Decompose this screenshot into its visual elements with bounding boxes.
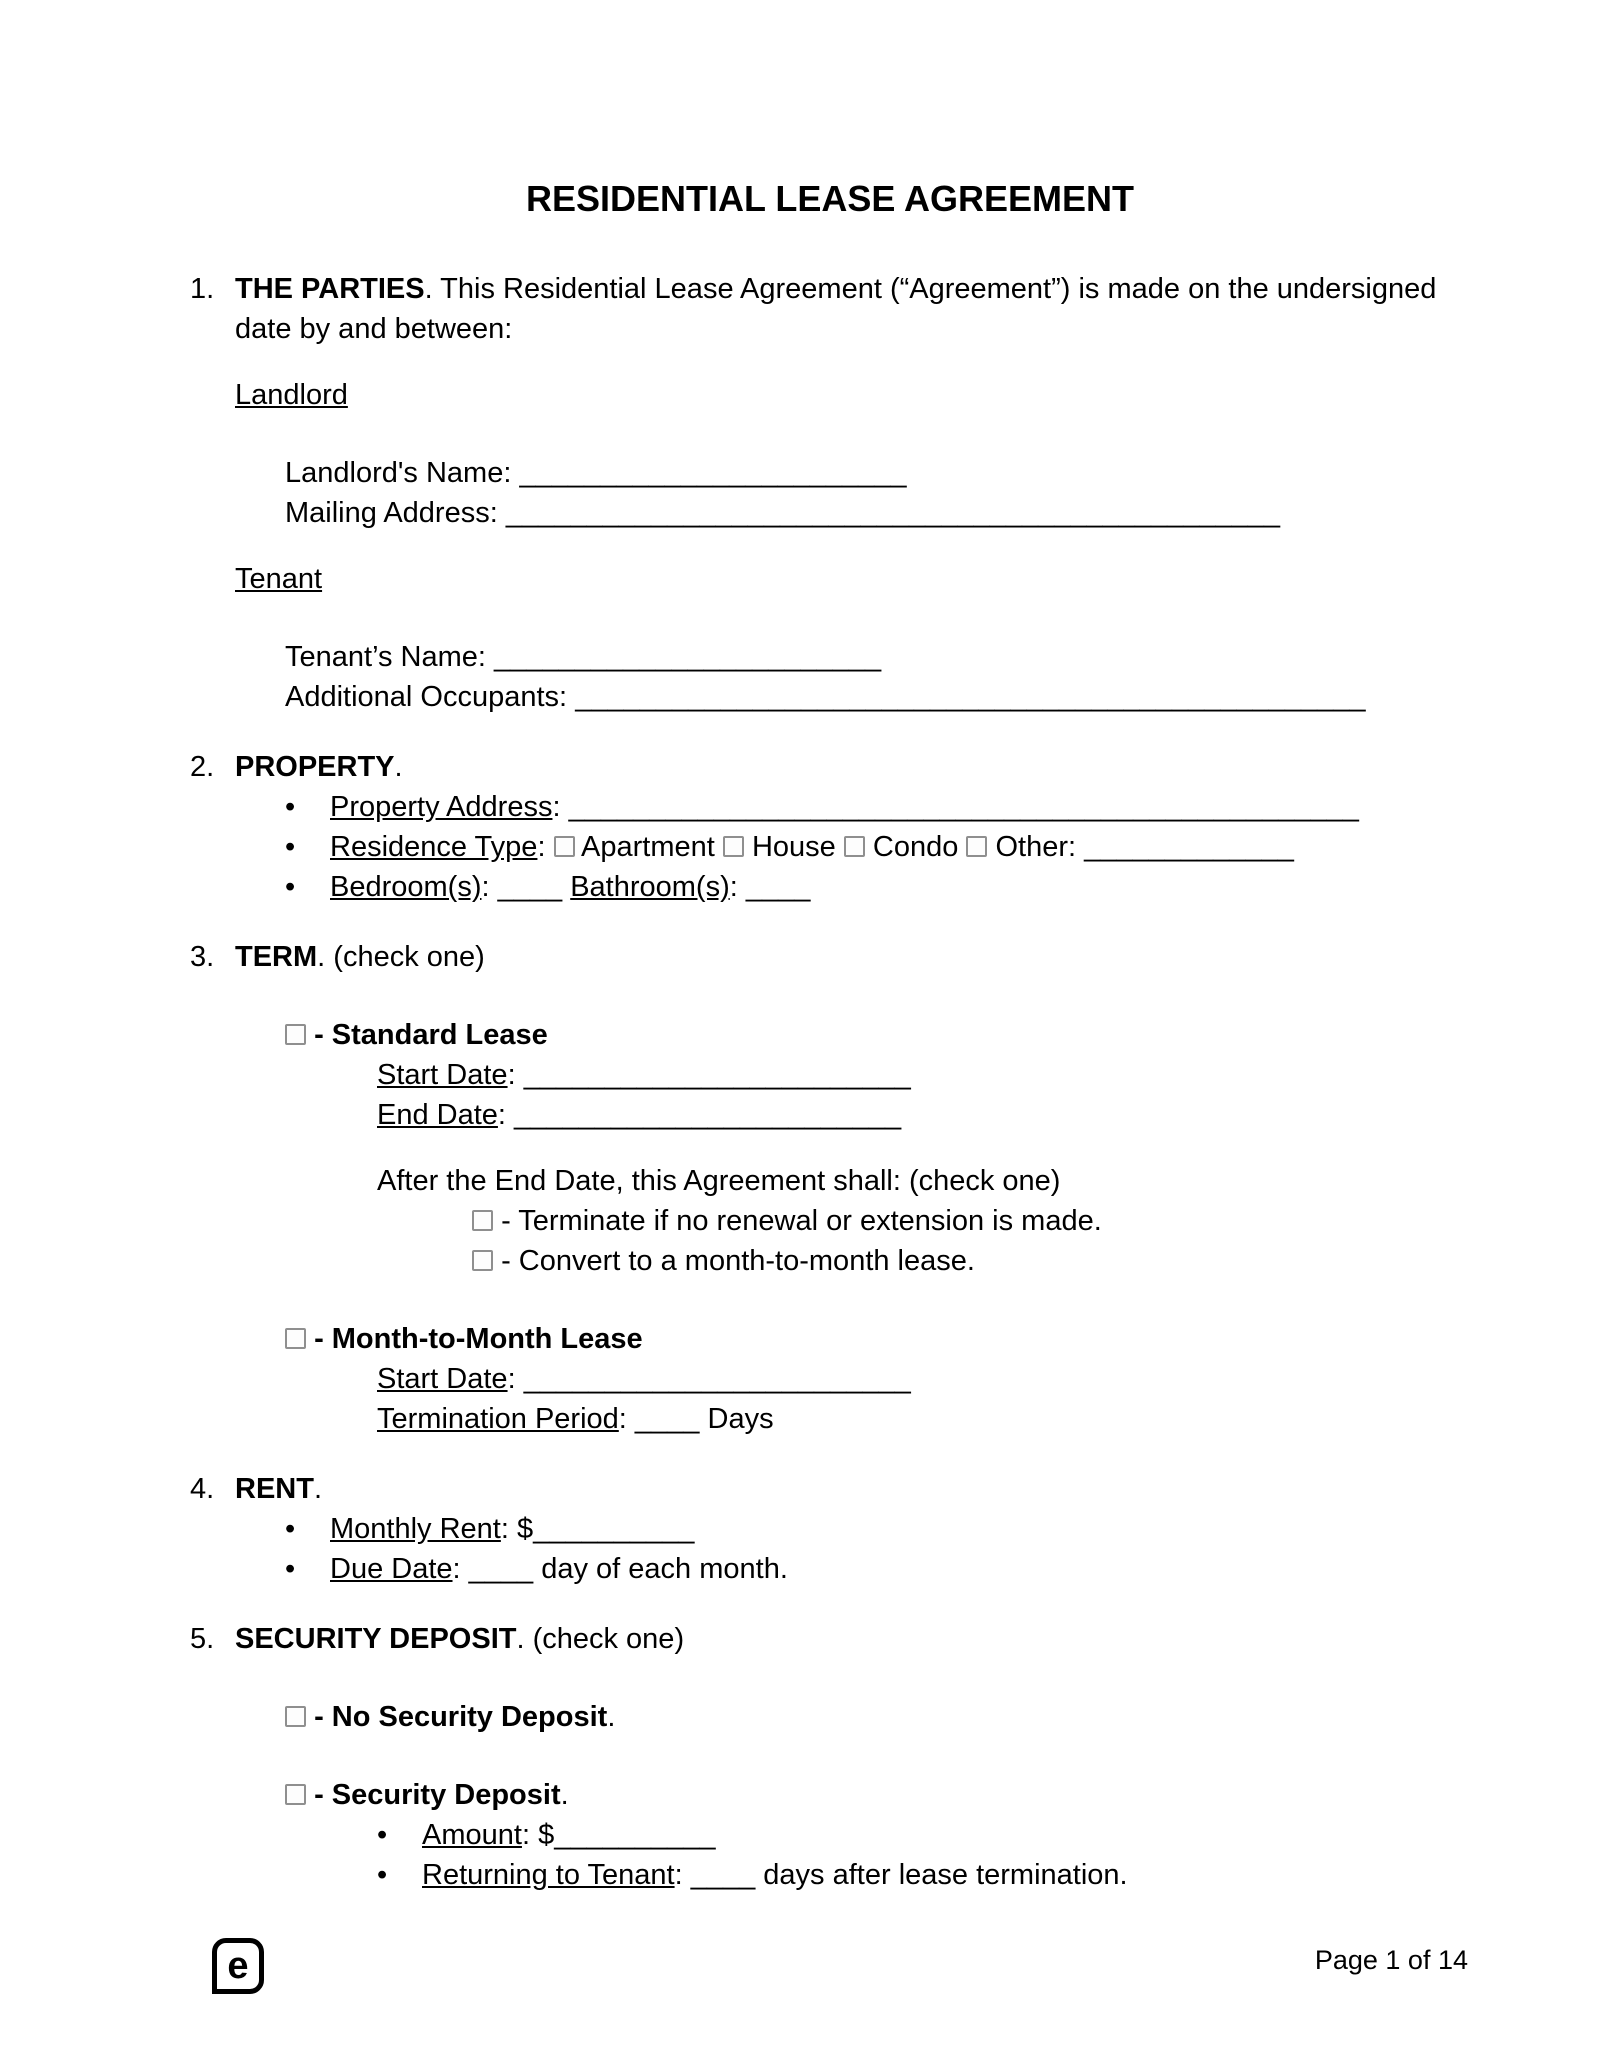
termination-period-suffix: Days bbox=[707, 1403, 774, 1435]
tenant-name-field bbox=[285, 637, 1470, 677]
due-date-suffix: day of each month. bbox=[541, 1553, 788, 1585]
colon: : bbox=[618, 1403, 627, 1435]
amount-item bbox=[377, 1815, 1470, 1855]
house-checkbox[interactable] bbox=[723, 836, 744, 857]
section-body bbox=[235, 1619, 1470, 1895]
due-date-blank: ____ bbox=[468, 1553, 534, 1585]
property-address-item bbox=[285, 787, 1470, 827]
bedroom-label: Bedroom(s) bbox=[330, 871, 482, 903]
mailing-address-blank: ________________________________________________ bbox=[505, 497, 1281, 529]
standard-lease-label: - Standard Lease bbox=[314, 1019, 548, 1051]
property-heading-line bbox=[235, 747, 1470, 787]
monthly-rent-field bbox=[330, 1509, 1470, 1549]
section-rent bbox=[190, 1469, 1470, 1589]
parties-intro-paragraph bbox=[235, 269, 1470, 349]
colon: : bbox=[729, 871, 738, 903]
heading-suffix: . (check one) bbox=[516, 1623, 685, 1655]
bullet-icon: • bbox=[285, 1513, 296, 1545]
term-heading-line bbox=[235, 937, 1470, 977]
convert-option bbox=[472, 1241, 1470, 1281]
mailing-address-field bbox=[285, 493, 1470, 533]
convert-checkbox[interactable] bbox=[472, 1250, 493, 1271]
amount-label: Amount bbox=[422, 1819, 522, 1851]
residence-type-item bbox=[285, 827, 1470, 867]
section-security-deposit bbox=[190, 1619, 1470, 1895]
rent-heading-line bbox=[235, 1469, 1470, 1509]
terminate-option bbox=[472, 1201, 1470, 1241]
landlord-name-field bbox=[285, 453, 1470, 493]
landlord-subheading: Landlord bbox=[235, 379, 348, 411]
separator: : $ bbox=[500, 1513, 534, 1545]
section-heading: RENT bbox=[235, 1473, 314, 1505]
period: . bbox=[560, 1779, 569, 1811]
separator: : $ bbox=[521, 1819, 555, 1851]
section-number: 5. bbox=[190, 1623, 215, 1655]
section-heading: THE PARTIES bbox=[235, 273, 425, 305]
returning-blank: ____ bbox=[690, 1859, 756, 1891]
due-date-label: Due Date bbox=[330, 1553, 453, 1585]
monthly-rent-blank: __________ bbox=[533, 1513, 695, 1545]
period: . bbox=[607, 1701, 616, 1733]
section-number: 4. bbox=[190, 1473, 215, 1505]
termination-period-label: Termination Period bbox=[377, 1403, 619, 1435]
tenant-name-label: Tenant’s Name: bbox=[285, 641, 486, 673]
security-deposit-heading-line bbox=[235, 1619, 1470, 1659]
colon: : bbox=[481, 871, 490, 903]
eforms-logo bbox=[212, 1938, 264, 1994]
monthly-rent-item bbox=[285, 1509, 1470, 1549]
standard-start-date-field bbox=[377, 1055, 1470, 1095]
colon: : bbox=[674, 1859, 683, 1891]
colon: : bbox=[497, 1099, 506, 1131]
end-date-label: End Date bbox=[377, 1099, 498, 1131]
returning-field bbox=[422, 1855, 1470, 1895]
start-date-blank: ________________________ bbox=[523, 1059, 911, 1091]
document-title: RESIDENTIAL LEASE AGREEMENT bbox=[525, 178, 1135, 219]
section-the-parties bbox=[190, 269, 1470, 717]
other-blank: _____________ bbox=[1084, 831, 1294, 863]
heading-suffix: . bbox=[313, 1473, 323, 1505]
no-security-deposit-checkbox[interactable] bbox=[285, 1706, 306, 1727]
section-number: 3. bbox=[190, 941, 215, 973]
residence-type-label: Residence Type bbox=[330, 831, 538, 863]
residence-type-field bbox=[330, 827, 1470, 867]
apartment-checkbox[interactable] bbox=[554, 836, 575, 857]
bullet-icon: • bbox=[377, 1819, 388, 1851]
start-date-label: Start Date bbox=[377, 1059, 508, 1091]
terminate-checkbox[interactable] bbox=[472, 1210, 493, 1231]
parties-intro-text: . This Residential Lease Agreement (“Agreement”) is made on the undersigned date by and between: bbox=[235, 273, 1437, 345]
standard-end-date-field bbox=[377, 1095, 1470, 1135]
colon: : bbox=[452, 1553, 461, 1585]
tenant-name-blank: ________________________ bbox=[494, 641, 882, 673]
security-deposit-option bbox=[285, 1775, 1470, 1815]
section-heading: PROPERTY bbox=[235, 751, 395, 783]
colon: : bbox=[552, 791, 561, 823]
additional-occupants-label: Additional Occupants: bbox=[285, 681, 568, 713]
section-heading: SECURITY DEPOSIT bbox=[235, 1623, 517, 1655]
other-checkbox[interactable] bbox=[966, 836, 987, 857]
amount-blank: __________ bbox=[554, 1819, 716, 1851]
section-body bbox=[235, 269, 1470, 717]
property-address-label: Property Address bbox=[330, 791, 553, 823]
security-deposit-label: - Security Deposit bbox=[314, 1779, 561, 1811]
termination-period-field bbox=[377, 1399, 1470, 1439]
landlord-name-label: Landlord's Name: bbox=[285, 457, 512, 489]
section-property bbox=[190, 747, 1470, 907]
apartment-option-label: Apartment bbox=[581, 831, 715, 863]
returning-label: Returning to Tenant bbox=[422, 1859, 675, 1891]
month-to-month-option bbox=[285, 1319, 1470, 1359]
landlord-name-blank: ________________________ bbox=[519, 457, 907, 489]
bullet-icon: • bbox=[285, 871, 296, 903]
due-date-item bbox=[285, 1549, 1470, 1589]
property-address-blank: _________________________________________________ bbox=[568, 791, 1359, 823]
bullet-icon: • bbox=[285, 1553, 296, 1585]
bullet-icon: • bbox=[285, 791, 296, 823]
mtm-start-date-field bbox=[377, 1359, 1470, 1399]
bathroom-label: Bathroom(s) bbox=[570, 871, 730, 903]
standard-lease-checkbox[interactable] bbox=[285, 1024, 306, 1045]
start-date-label: Start Date bbox=[377, 1363, 508, 1395]
section-body bbox=[235, 747, 1470, 907]
colon: : bbox=[507, 1059, 516, 1091]
bullet-icon: • bbox=[285, 831, 296, 863]
section-heading: TERM bbox=[235, 941, 318, 973]
page-number: Page 1 of 14 bbox=[1314, 1945, 1468, 1975]
tenant-subheading: Tenant bbox=[235, 563, 323, 595]
after-end-date-text: After the End Date, this Agreement shall: (check one) bbox=[377, 1165, 1061, 1197]
section-number: 1. bbox=[190, 273, 215, 305]
house-option-label: House bbox=[751, 831, 836, 863]
monthly-rent-label: Monthly Rent bbox=[330, 1513, 501, 1545]
additional-occupants-blank: _________________________________________________ bbox=[575, 681, 1366, 713]
security-deposit-checkbox[interactable] bbox=[285, 1784, 306, 1805]
bathroom-blank: ____ bbox=[745, 871, 811, 903]
condo-option-label: Condo bbox=[872, 831, 959, 863]
mailing-address-label: Mailing Address: bbox=[285, 497, 498, 529]
section-body bbox=[235, 1469, 1470, 1589]
condo-checkbox[interactable] bbox=[844, 836, 865, 857]
due-date-field bbox=[330, 1549, 1470, 1589]
no-security-deposit-label: - No Security Deposit bbox=[314, 1701, 608, 1733]
bedroom-bathroom-item bbox=[285, 867, 1470, 907]
section-term bbox=[190, 937, 1470, 1439]
bullet-icon: • bbox=[377, 1859, 388, 1891]
section-body bbox=[235, 937, 1470, 1439]
start-date-blank: ________________________ bbox=[523, 1363, 911, 1395]
returning-suffix: days after lease termination. bbox=[763, 1859, 1128, 1891]
returning-item bbox=[377, 1855, 1470, 1895]
standard-lease-option bbox=[285, 1015, 1470, 1055]
end-date-blank: ________________________ bbox=[514, 1099, 902, 1131]
month-to-month-checkbox[interactable] bbox=[285, 1328, 306, 1349]
heading-suffix: . bbox=[394, 751, 403, 783]
no-security-deposit-option bbox=[285, 1697, 1470, 1737]
bedroom-blank: ____ bbox=[497, 871, 563, 903]
amount-field bbox=[422, 1815, 1470, 1855]
convert-option-label: - Convert to a month-to-month lease. bbox=[501, 1245, 975, 1277]
month-to-month-label: - Month-to-Month Lease bbox=[314, 1323, 643, 1355]
termination-period-blank: ____ bbox=[634, 1403, 700, 1435]
colon: : bbox=[507, 1363, 516, 1395]
colon: : bbox=[537, 831, 546, 863]
heading-suffix: . (check one) bbox=[317, 941, 485, 973]
terminate-option-label: - Terminate if no renewal or extension is made. bbox=[501, 1205, 1102, 1237]
additional-occupants-field bbox=[285, 677, 1470, 717]
bedroom-bathroom-field bbox=[330, 867, 1470, 907]
section-number: 2. bbox=[190, 751, 215, 783]
property-address-field bbox=[330, 787, 1470, 827]
eforms-logo-letter: e bbox=[227, 1945, 249, 1987]
other-option-label: Other: bbox=[995, 831, 1077, 863]
